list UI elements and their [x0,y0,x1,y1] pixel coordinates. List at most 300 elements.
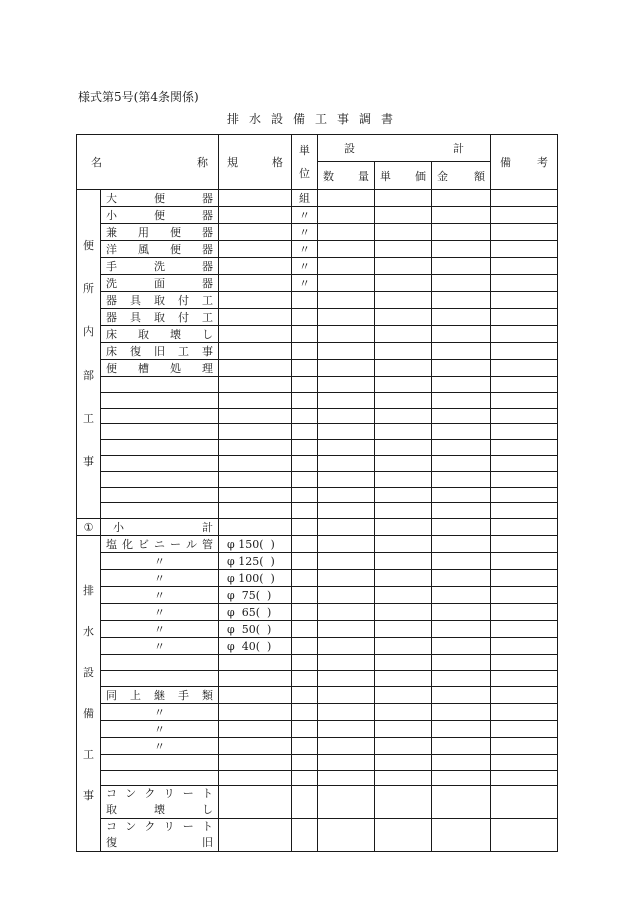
quantity-cell[interactable] [318,275,375,292]
amount-cell[interactable] [432,754,491,770]
item-name[interactable]: 便 槽 処 理 [101,360,219,377]
unit-cell[interactable] [292,703,318,720]
table-row [77,241,558,258]
spec-cell[interactable]: φ 65( ) [219,604,292,621]
quantity-cell[interactable] [318,553,375,570]
quantity-cell[interactable] [318,786,375,819]
unit-price-cell[interactable] [375,536,432,553]
amount-cell[interactable] [432,604,491,621]
unit-price-cell[interactable] [375,471,432,487]
unit-cell[interactable] [292,770,318,786]
table-row [77,471,558,487]
concrete-restore-row [77,819,558,852]
item-name[interactable]: 〃 [101,553,219,570]
unit-cell[interactable] [292,553,318,570]
quantity-cell[interactable] [318,424,375,440]
amount-cell[interactable] [432,536,491,553]
amount-cell[interactable] [432,207,491,224]
unit-price-cell[interactable] [375,786,432,819]
unit-price-cell[interactable] [375,309,432,326]
unit-price-cell[interactable] [375,621,432,638]
remarks-cell[interactable] [491,553,558,570]
quantity-cell[interactable] [318,224,375,241]
remarks-cell[interactable] [491,309,558,326]
item-name[interactable] [101,770,219,786]
amount-cell[interactable] [432,275,491,292]
amount-cell[interactable] [432,655,491,671]
unit-price-cell[interactable] [375,292,432,309]
amount-cell[interactable] [432,503,491,519]
spec-cell[interactable] [219,326,292,343]
item-name[interactable]: 床 取 壊 し [101,326,219,343]
amount-cell[interactable] [432,720,491,737]
amount-cell[interactable] [432,770,491,786]
spec-cell[interactable] [219,503,292,519]
quantity-cell[interactable] [318,241,375,258]
quantity-cell[interactable] [318,440,375,456]
unit-price-cell[interactable] [375,737,432,754]
amount-cell[interactable] [432,408,491,424]
quantity-cell[interactable] [318,408,375,424]
item-name[interactable]: 洋 風 便 器 [101,241,219,258]
remarks-cell[interactable] [491,440,558,456]
table-row [77,503,558,519]
unit-cell[interactable]: 〃 [292,224,318,241]
unit-cell[interactable] [292,686,318,703]
subtotal-row [77,519,558,536]
remarks-cell[interactable] [491,292,558,309]
amount-cell[interactable] [432,258,491,275]
remarks-cell[interactable] [491,503,558,519]
remarks-cell[interactable] [491,819,558,852]
spec-cell[interactable] [219,343,292,360]
unit-price-cell[interactable] [375,638,432,655]
amount-cell[interactable] [432,670,491,686]
remarks-cell[interactable] [491,670,558,686]
table-row [77,377,558,393]
amount-cell[interactable] [432,190,491,207]
unit-price-cell[interactable] [375,587,432,604]
remarks-cell[interactable] [491,258,558,275]
section1-label-text: 便 所 内 部 工 事 [83,239,94,468]
unit-cell[interactable]: 組 [292,190,318,207]
unit-cell[interactable]: 〃 [292,207,318,224]
quantity-cell[interactable] [318,754,375,770]
table-row [77,655,558,671]
unit-cell[interactable] [292,377,318,393]
item-name[interactable] [101,455,219,471]
item-name[interactable]: 〃 [101,604,219,621]
amount-cell[interactable] [432,455,491,471]
item-name[interactable] [101,424,219,440]
item-name[interactable]: 器 具 取 付 工 [101,309,219,326]
spec-cell[interactable] [219,487,292,503]
table-row [77,360,558,377]
item-name[interactable]: 手 洗 器 [101,258,219,275]
spec-cell[interactable] [219,686,292,703]
unit-price-cell[interactable] [375,275,432,292]
item-name[interactable]: 器 具 取 付 工 [101,292,219,309]
spec-cell[interactable] [219,224,292,241]
item-name[interactable] [101,440,219,456]
table-row [77,686,558,703]
quantity-cell[interactable] [318,819,375,852]
remarks-cell[interactable] [491,343,558,360]
spec-cell[interactable]: φ 40( ) [219,638,292,655]
spec-cell[interactable]: φ 125( ) [219,553,292,570]
remarks-cell[interactable] [491,621,558,638]
unit-price-cell[interactable] [375,455,432,471]
quantity-cell[interactable] [318,487,375,503]
unit-price-cell[interactable] [375,819,432,852]
unit-cell[interactable] [292,343,318,360]
unit-cell[interactable] [292,536,318,553]
remarks-cell[interactable] [491,224,558,241]
quantity-cell[interactable] [318,377,375,393]
remarks-cell[interactable] [491,190,558,207]
quantity-cell[interactable] [318,570,375,587]
quantity-cell[interactable] [318,604,375,621]
remarks-cell[interactable] [491,754,558,770]
spec-cell[interactable]: φ 75( ) [219,587,292,604]
unit-price-cell[interactable] [375,570,432,587]
remarks-cell[interactable] [491,786,558,819]
quantity-cell[interactable] [318,686,375,703]
item-name[interactable]: 〃 [101,621,219,638]
remarks-cell[interactable] [491,275,558,292]
item-name[interactable] [101,670,219,686]
quantity-cell[interactable] [318,737,375,754]
amount-cell[interactable] [432,570,491,587]
quantity-cell[interactable] [318,638,375,655]
spec-cell[interactable]: φ 100( ) [219,570,292,587]
amount-cell[interactable] [432,440,491,456]
table-row [77,570,558,587]
item-name[interactable]: 〃 [101,587,219,604]
remarks-cell[interactable] [491,392,558,408]
quantity-cell[interactable] [318,621,375,638]
unit-price-cell[interactable] [375,720,432,737]
unit-cell[interactable] [292,326,318,343]
spec-cell[interactable]: φ 150( ) [219,536,292,553]
spec-cell[interactable] [219,455,292,471]
amount-cell[interactable] [432,309,491,326]
quantity-cell[interactable] [318,326,375,343]
unit-price-cell[interactable] [375,424,432,440]
amount-cell[interactable] [432,737,491,754]
item-name[interactable]: 洗 面 器 [101,275,219,292]
unit-cell[interactable] [292,720,318,737]
amount-cell[interactable] [432,638,491,655]
item-name[interactable]: 同 上 継 手 類 [101,686,219,703]
table-row [77,258,558,275]
spec-cell[interactable] [219,720,292,737]
remarks-cell[interactable] [491,360,558,377]
unit-price-cell[interactable] [375,360,432,377]
quantity-cell[interactable] [318,343,375,360]
unit-cell[interactable] [292,309,318,326]
spec-cell[interactable] [219,424,292,440]
remarks-cell[interactable] [491,207,558,224]
unit-cell[interactable] [292,587,318,604]
table-row [77,440,558,456]
header-design: 設 計 [318,135,491,162]
unit-cell[interactable] [292,737,318,754]
remarks-cell[interactable] [491,519,558,536]
spec-cell[interactable] [219,519,292,536]
amount-cell[interactable] [432,819,491,852]
unit-cell[interactable] [292,819,318,852]
spec-cell[interactable]: φ 50( ) [219,621,292,638]
unit-price-cell[interactable] [375,655,432,671]
header-amount: 金 額 [432,162,491,190]
unit-price-cell[interactable] [375,440,432,456]
spec-cell[interactable] [219,471,292,487]
unit-cell[interactable] [292,424,318,440]
spec-cell[interactable] [219,258,292,275]
unit-cell[interactable] [292,519,318,536]
remarks-cell[interactable] [491,455,558,471]
unit-cell[interactable] [292,455,318,471]
item-name[interactable]: 〃 [101,737,219,754]
quantity-cell[interactable] [318,360,375,377]
quantity-cell[interactable] [318,587,375,604]
quantity-cell[interactable] [318,770,375,786]
unit-price-cell[interactable] [375,604,432,621]
item-name[interactable]: 兼 用 便 器 [101,224,219,241]
item-name[interactable]: 〃 [101,720,219,737]
quantity-cell[interactable] [318,207,375,224]
unit-cell[interactable] [292,392,318,408]
amount-cell[interactable] [432,392,491,408]
unit-price-cell[interactable] [375,326,432,343]
quantity-cell[interactable] [318,258,375,275]
unit-cell[interactable] [292,655,318,671]
remarks-cell[interactable] [491,424,558,440]
item-name[interactable]: 塩 化 ビ ニ ー ル 管 [101,536,219,553]
unit-price-cell[interactable] [375,519,432,536]
table-row [77,536,558,553]
amount-cell[interactable] [432,487,491,503]
remarks-cell[interactable] [491,377,558,393]
amount-cell[interactable] [432,587,491,604]
table-row [77,424,558,440]
unit-price-cell[interactable] [375,553,432,570]
spec-cell[interactable] [219,655,292,671]
quantity-cell[interactable] [318,392,375,408]
remarks-cell[interactable] [491,487,558,503]
quantity-cell[interactable] [318,703,375,720]
remarks-cell[interactable] [491,737,558,754]
remarks-cell[interactable] [491,655,558,671]
quantity-cell[interactable] [318,655,375,671]
unit-cell[interactable] [292,471,318,487]
quantity-cell[interactable] [318,503,375,519]
spec-cell[interactable] [219,309,292,326]
item-name[interactable] [101,471,219,487]
amount-cell[interactable] [432,786,491,819]
remarks-cell[interactable] [491,471,558,487]
unit-price-cell[interactable] [375,754,432,770]
item-name[interactable] [101,392,219,408]
amount-cell[interactable] [432,553,491,570]
amount-cell[interactable] [432,377,491,393]
unit-cell[interactable]: 〃 [292,258,318,275]
amount-cell[interactable] [432,621,491,638]
unit-cell[interactable] [292,440,318,456]
table-row [77,275,558,292]
unit-cell[interactable] [292,754,318,770]
amount-cell[interactable] [432,424,491,440]
remarks-cell[interactable] [491,720,558,737]
spec-cell[interactable] [219,737,292,754]
unit-cell[interactable] [292,621,318,638]
amount-cell[interactable] [432,519,491,536]
spec-cell[interactable] [219,770,292,786]
table-row [77,604,558,621]
remarks-cell[interactable] [491,686,558,703]
amount-cell[interactable] [432,471,491,487]
quantity-cell[interactable] [318,536,375,553]
spec-cell[interactable] [219,241,292,258]
spec-cell[interactable] [219,440,292,456]
table-row [77,587,558,604]
spec-cell[interactable] [219,408,292,424]
remarks-cell[interactable] [491,241,558,258]
unit-price-cell[interactable] [375,343,432,360]
unit-price-cell[interactable] [375,241,432,258]
item-name[interactable]: 大 便 器 [101,190,219,207]
unit-cell[interactable] [292,570,318,587]
spec-cell[interactable] [219,819,292,852]
remarks-cell[interactable] [491,570,558,587]
unit-cell[interactable] [292,292,318,309]
unit-price-cell[interactable] [375,503,432,519]
unit-cell[interactable] [292,408,318,424]
amount-cell[interactable] [432,326,491,343]
unit-cell[interactable] [292,503,318,519]
unit-price-cell[interactable] [375,770,432,786]
spec-cell[interactable] [219,703,292,720]
item-name[interactable]: 〃 [101,638,219,655]
table-row [77,737,558,754]
unit-price-cell[interactable] [375,670,432,686]
unit-price-cell[interactable] [375,190,432,207]
unit-cell[interactable] [292,604,318,621]
quantity-cell[interactable] [318,309,375,326]
unit-cell[interactable] [292,360,318,377]
quantity-cell[interactable] [318,720,375,737]
item-name[interactable] [101,408,219,424]
table-row [77,343,558,360]
table-row [77,487,558,503]
unit-price-cell[interactable] [375,487,432,503]
remarks-cell[interactable] [491,604,558,621]
unit-cell[interactable] [292,786,318,819]
amount-cell[interactable] [432,360,491,377]
unit-cell[interactable]: 〃 [292,241,318,258]
form-number: 様式第5号(第4条関係) [78,90,199,104]
amount-cell[interactable] [432,703,491,720]
amount-cell[interactable] [432,343,491,360]
amount-cell[interactable] [432,686,491,703]
remarks-cell[interactable] [491,408,558,424]
unit-cell[interactable] [292,670,318,686]
unit-cell[interactable] [292,487,318,503]
table-row [77,720,558,737]
item-name[interactable] [101,655,219,671]
unit-price-cell[interactable] [375,224,432,241]
item-name[interactable] [101,754,219,770]
spec-cell[interactable] [219,292,292,309]
amount-cell[interactable] [432,241,491,258]
concrete-restore-name[interactable]: コ ン ク リ ー ト 復 旧 [101,819,219,852]
remarks-cell[interactable] [491,326,558,343]
item-name[interactable] [101,503,219,519]
spec-cell[interactable] [219,392,292,408]
header-quantity: 数 量 [318,162,375,190]
item-name[interactable] [101,377,219,393]
unit-price-cell[interactable] [375,258,432,275]
unit-price-cell[interactable] [375,392,432,408]
header-remarks: 備 考 [491,135,558,190]
quantity-cell[interactable] [318,292,375,309]
remarks-cell[interactable] [491,536,558,553]
spec-cell[interactable] [219,786,292,819]
section1-label [77,190,101,519]
item-name[interactable] [101,487,219,503]
spec-cell[interactable] [219,275,292,292]
amount-cell[interactable] [432,224,491,241]
quantity-cell[interactable] [318,519,375,536]
quantity-cell[interactable] [318,455,375,471]
section2-label [77,536,101,852]
quantity-cell[interactable] [318,670,375,686]
remarks-cell[interactable] [491,587,558,604]
spec-cell[interactable] [219,754,292,770]
spec-cell[interactable] [219,360,292,377]
remarks-cell[interactable] [491,638,558,655]
remarks-cell[interactable] [491,770,558,786]
spec-cell[interactable] [219,207,292,224]
unit-price-cell[interactable] [375,686,432,703]
item-name[interactable]: 〃 [101,570,219,587]
spec-cell[interactable] [219,190,292,207]
unit-price-cell[interactable] [375,408,432,424]
header-unit: 単 位 [292,135,318,190]
concrete-demolish-row [77,786,558,819]
quantity-cell[interactable] [318,471,375,487]
unit-price-cell[interactable] [375,207,432,224]
concrete-demolish-name[interactable]: コ ン ク リ ー ト 取 壊 し [101,786,219,819]
spec-cell[interactable] [219,377,292,393]
subtotal-mark: ① [77,519,101,536]
quantity-cell[interactable] [318,190,375,207]
item-name[interactable]: 床 復 旧 工 事 [101,343,219,360]
unit-price-cell[interactable] [375,377,432,393]
spec-cell[interactable] [219,670,292,686]
table-row [77,224,558,241]
unit-price-cell[interactable] [375,703,432,720]
table-row [77,553,558,570]
header-name: 名 称 [77,135,219,190]
remarks-cell[interactable] [491,703,558,720]
item-name[interactable]: 〃 [101,703,219,720]
amount-cell[interactable] [432,292,491,309]
unit-cell[interactable] [292,638,318,655]
item-name[interactable]: 小 便 器 [101,207,219,224]
unit-cell[interactable]: 〃 [292,275,318,292]
